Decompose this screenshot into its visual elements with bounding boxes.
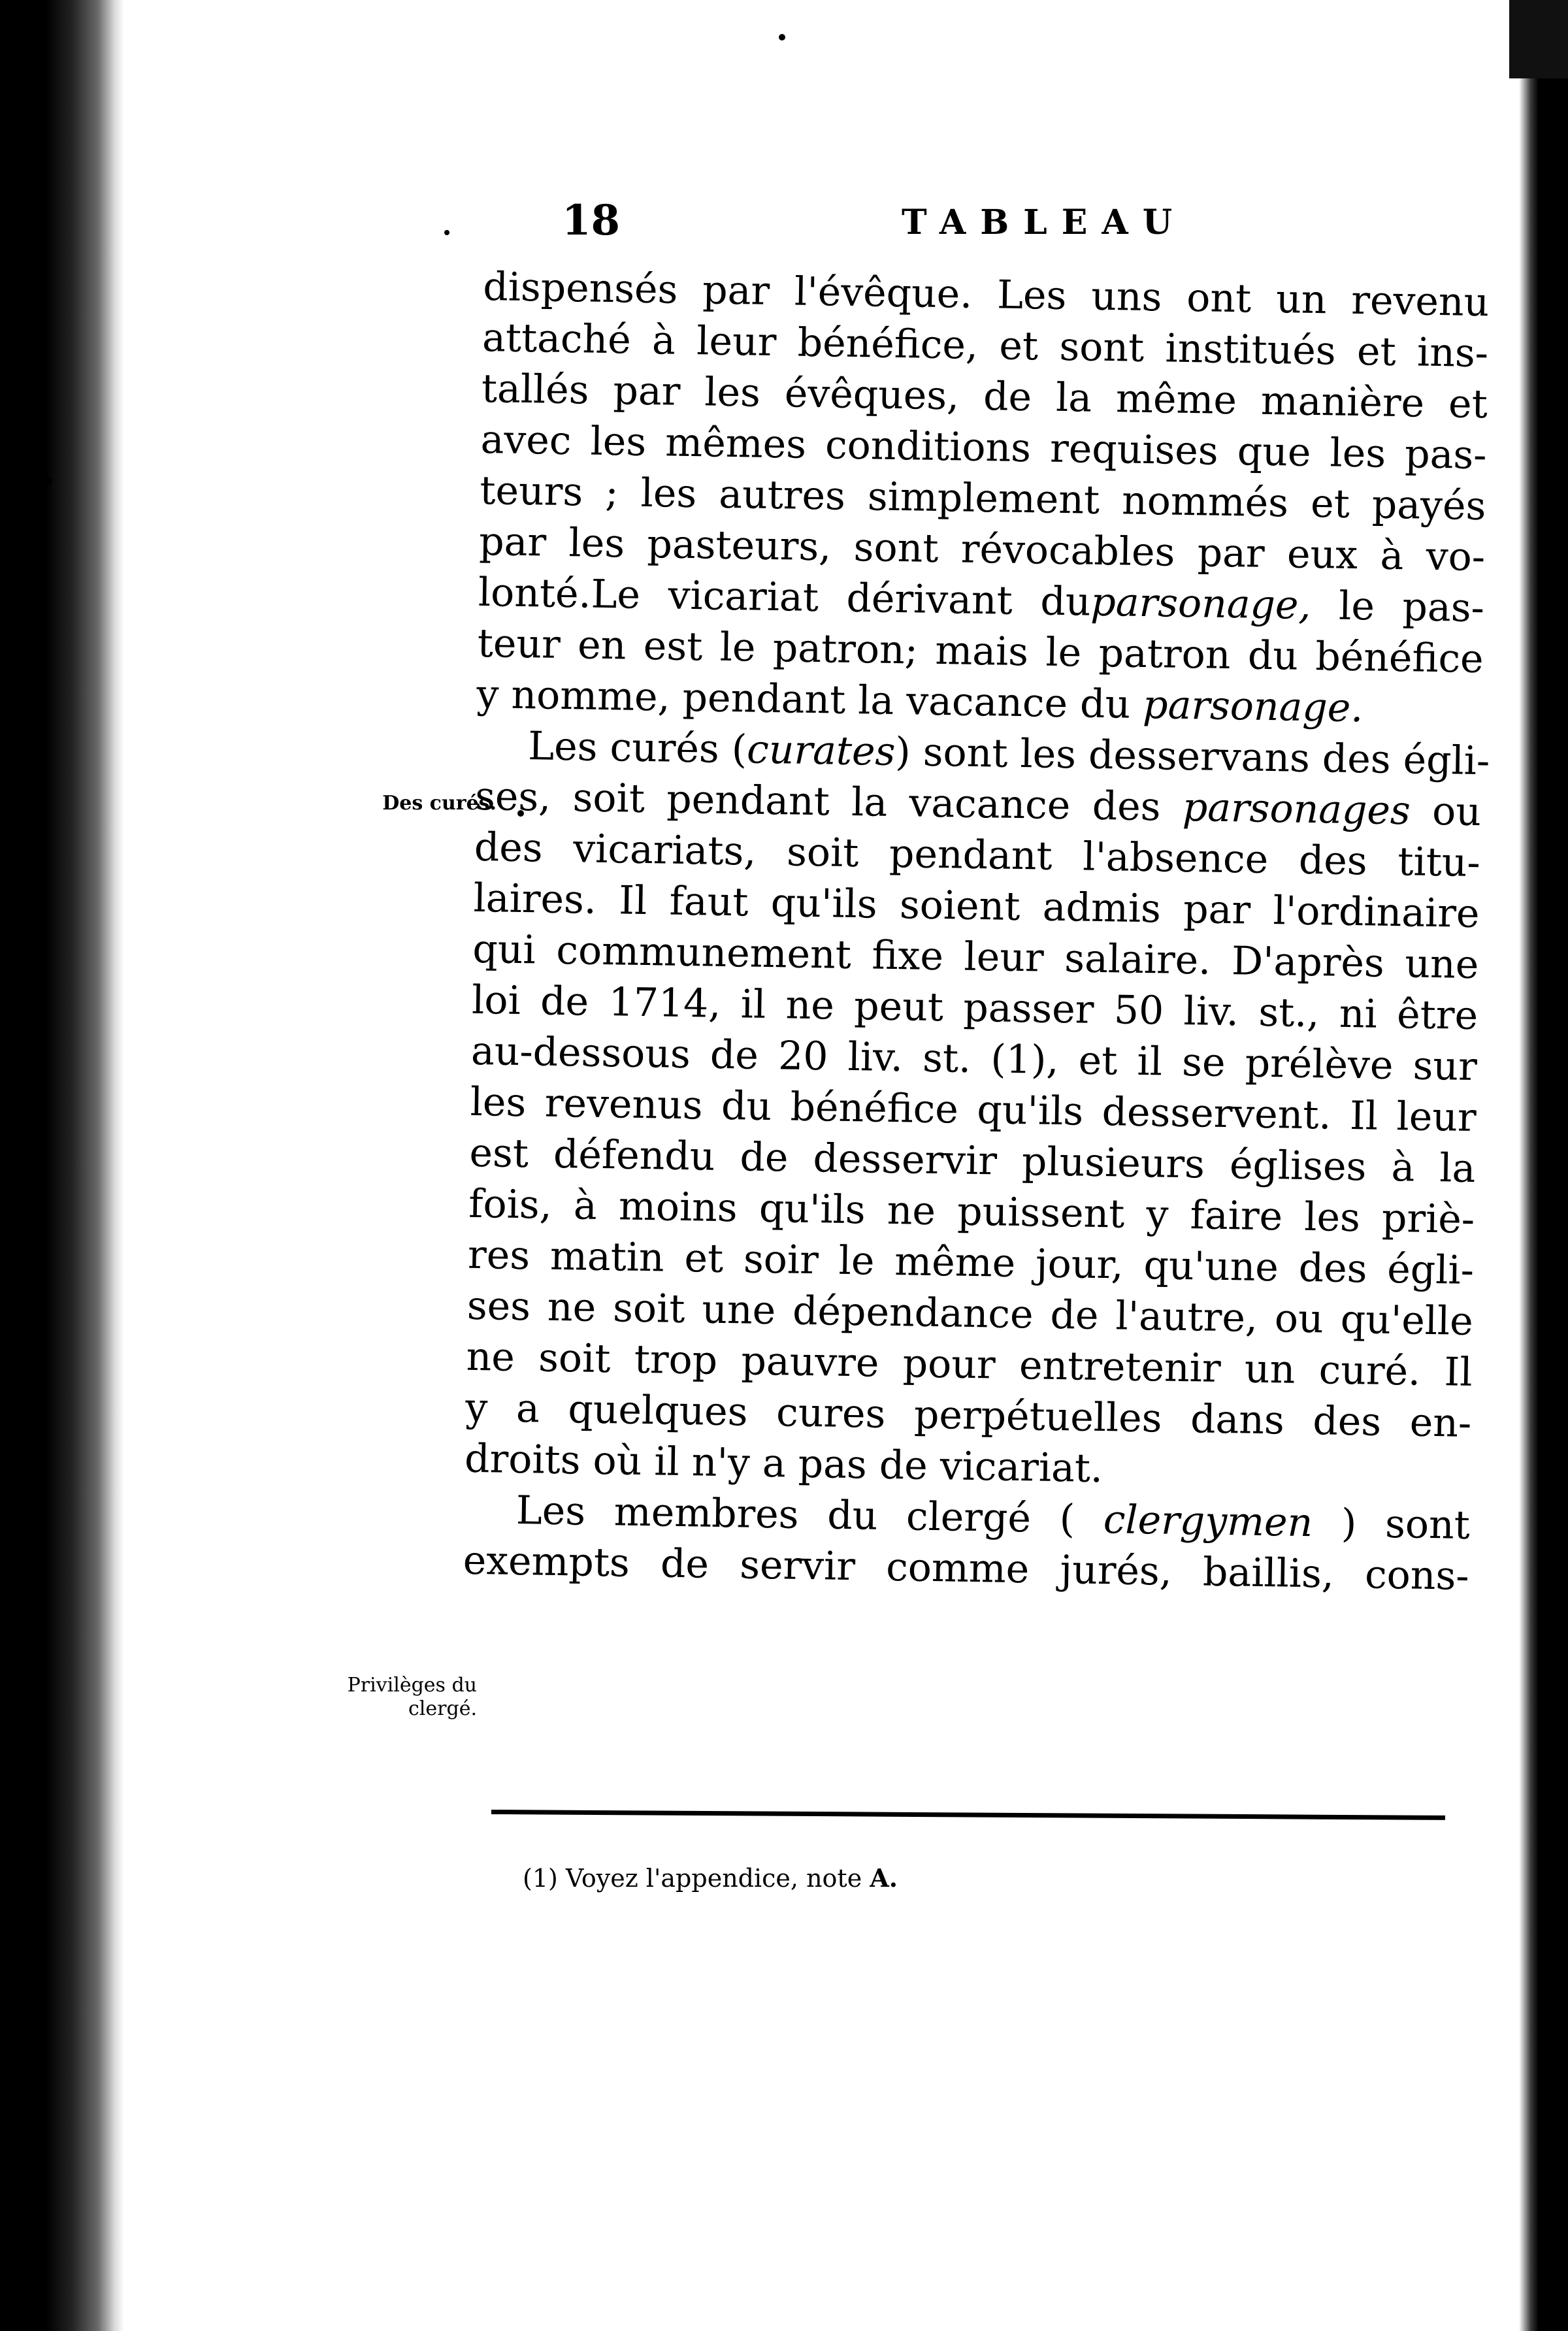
text-line: exempts de servir comme jurés, baillis, cons- <box>463 1537 1470 1599</box>
text-line: laires. Il faut qu'ils soient admis par l'ordinaire <box>473 875 1480 937</box>
page-number: 18 <box>562 196 621 245</box>
page-header <box>562 196 1187 255</box>
text-line: dispensés par l'évêque. Les uns ont un revenu <box>482 263 1490 326</box>
footnote-rule <box>491 1810 1445 1820</box>
text-line: teur en est le patron; mais le patron du bénéfice <box>477 620 1484 683</box>
text-line: ses ne soit une dépendance de l'autre, ou qu'elle <box>466 1282 1474 1345</box>
scan-speck <box>26 476 52 487</box>
margin-note-line: Privilèges du <box>347 1674 477 1697</box>
footnote <box>523 1863 898 1893</box>
body-text <box>463 261 1490 1602</box>
text-run: ses, soit pendant la vacance des <box>474 773 1183 830</box>
text-line: y a quelques cures perpétuelles dans des en- <box>465 1384 1472 1446</box>
text-line: des vicariats, soit pendant l'absence des titu- <box>474 824 1481 887</box>
text-line: teurs ; les autres simplement nommés et payés <box>479 467 1486 530</box>
footnote-ref: A. <box>870 1863 898 1893</box>
text-run: ou <box>1410 788 1482 836</box>
scan-right-edge <box>1519 0 1568 2331</box>
text-run: lonté.Le vicariat dérivant du <box>478 569 1091 625</box>
text-line: attaché à leur bénéfice, et sont institués et ins- <box>482 314 1489 377</box>
text-line: avec les mêmes conditions requises que les pas- <box>480 416 1488 479</box>
italic-term: curates <box>746 726 896 775</box>
italic-term: parsonage. <box>1142 681 1364 732</box>
running-title: TABLEAU <box>902 203 1187 242</box>
text-line: res matin et soir le même jour, qu'une des égli- <box>467 1231 1475 1294</box>
text-line: qui communement fixe leur salaire. D'après une <box>472 926 1479 988</box>
text-line: les revenus du bénéfice qu'ils desservent. Il leur <box>470 1079 1477 1141</box>
scan-speck <box>444 230 449 235</box>
text-line: loi de 1714, il ne peut passer 50 liv. st., ni être <box>471 977 1478 1039</box>
text-run: y nomme, pendant la vacance du <box>476 671 1143 728</box>
text-line: ne soit trop pauvre pour entretenir un curé. Il <box>466 1333 1473 1395</box>
margin-note-privileges <box>274 1674 477 1721</box>
italic-term: parsonage, <box>1090 579 1312 628</box>
text-line: est défendu de desservir plusieurs églises à la <box>469 1130 1476 1192</box>
text-run: Les membres du clergé ( <box>515 1488 1104 1543</box>
text-run: Les curés ( <box>527 723 747 773</box>
scan-speck <box>779 34 785 41</box>
text-run: ) sont les desservans des égli- <box>894 728 1490 785</box>
text-line: droits où il n'y a pas de vicariat. <box>464 1435 1103 1492</box>
margin-note-cures: Des curés. <box>382 792 497 815</box>
footnote-marker: (1) <box>523 1864 558 1893</box>
footnote-text: Voyez l'appendice, note <box>557 1864 870 1893</box>
text-run: le pas- <box>1311 582 1485 632</box>
text-line: par les pasteurs, sont révocables par eux à vo- <box>478 518 1486 581</box>
margin-note-line: clergé. <box>408 1697 477 1720</box>
italic-term: clergymen <box>1103 1497 1313 1546</box>
text-line: tallés par les évêques, de la même manière et <box>481 365 1488 428</box>
text-line: au-dessous de 20 liv. st. (1), et il se prélève sur <box>470 1028 1478 1090</box>
italic-term: parsonages <box>1182 784 1411 834</box>
scan-left-edge <box>0 0 124 2331</box>
scan-corner-shadow <box>1509 0 1568 78</box>
text-line: fois, à moins qu'ils ne puissent y faire les priè- <box>468 1181 1475 1243</box>
text-run: ) sont <box>1312 1500 1471 1548</box>
